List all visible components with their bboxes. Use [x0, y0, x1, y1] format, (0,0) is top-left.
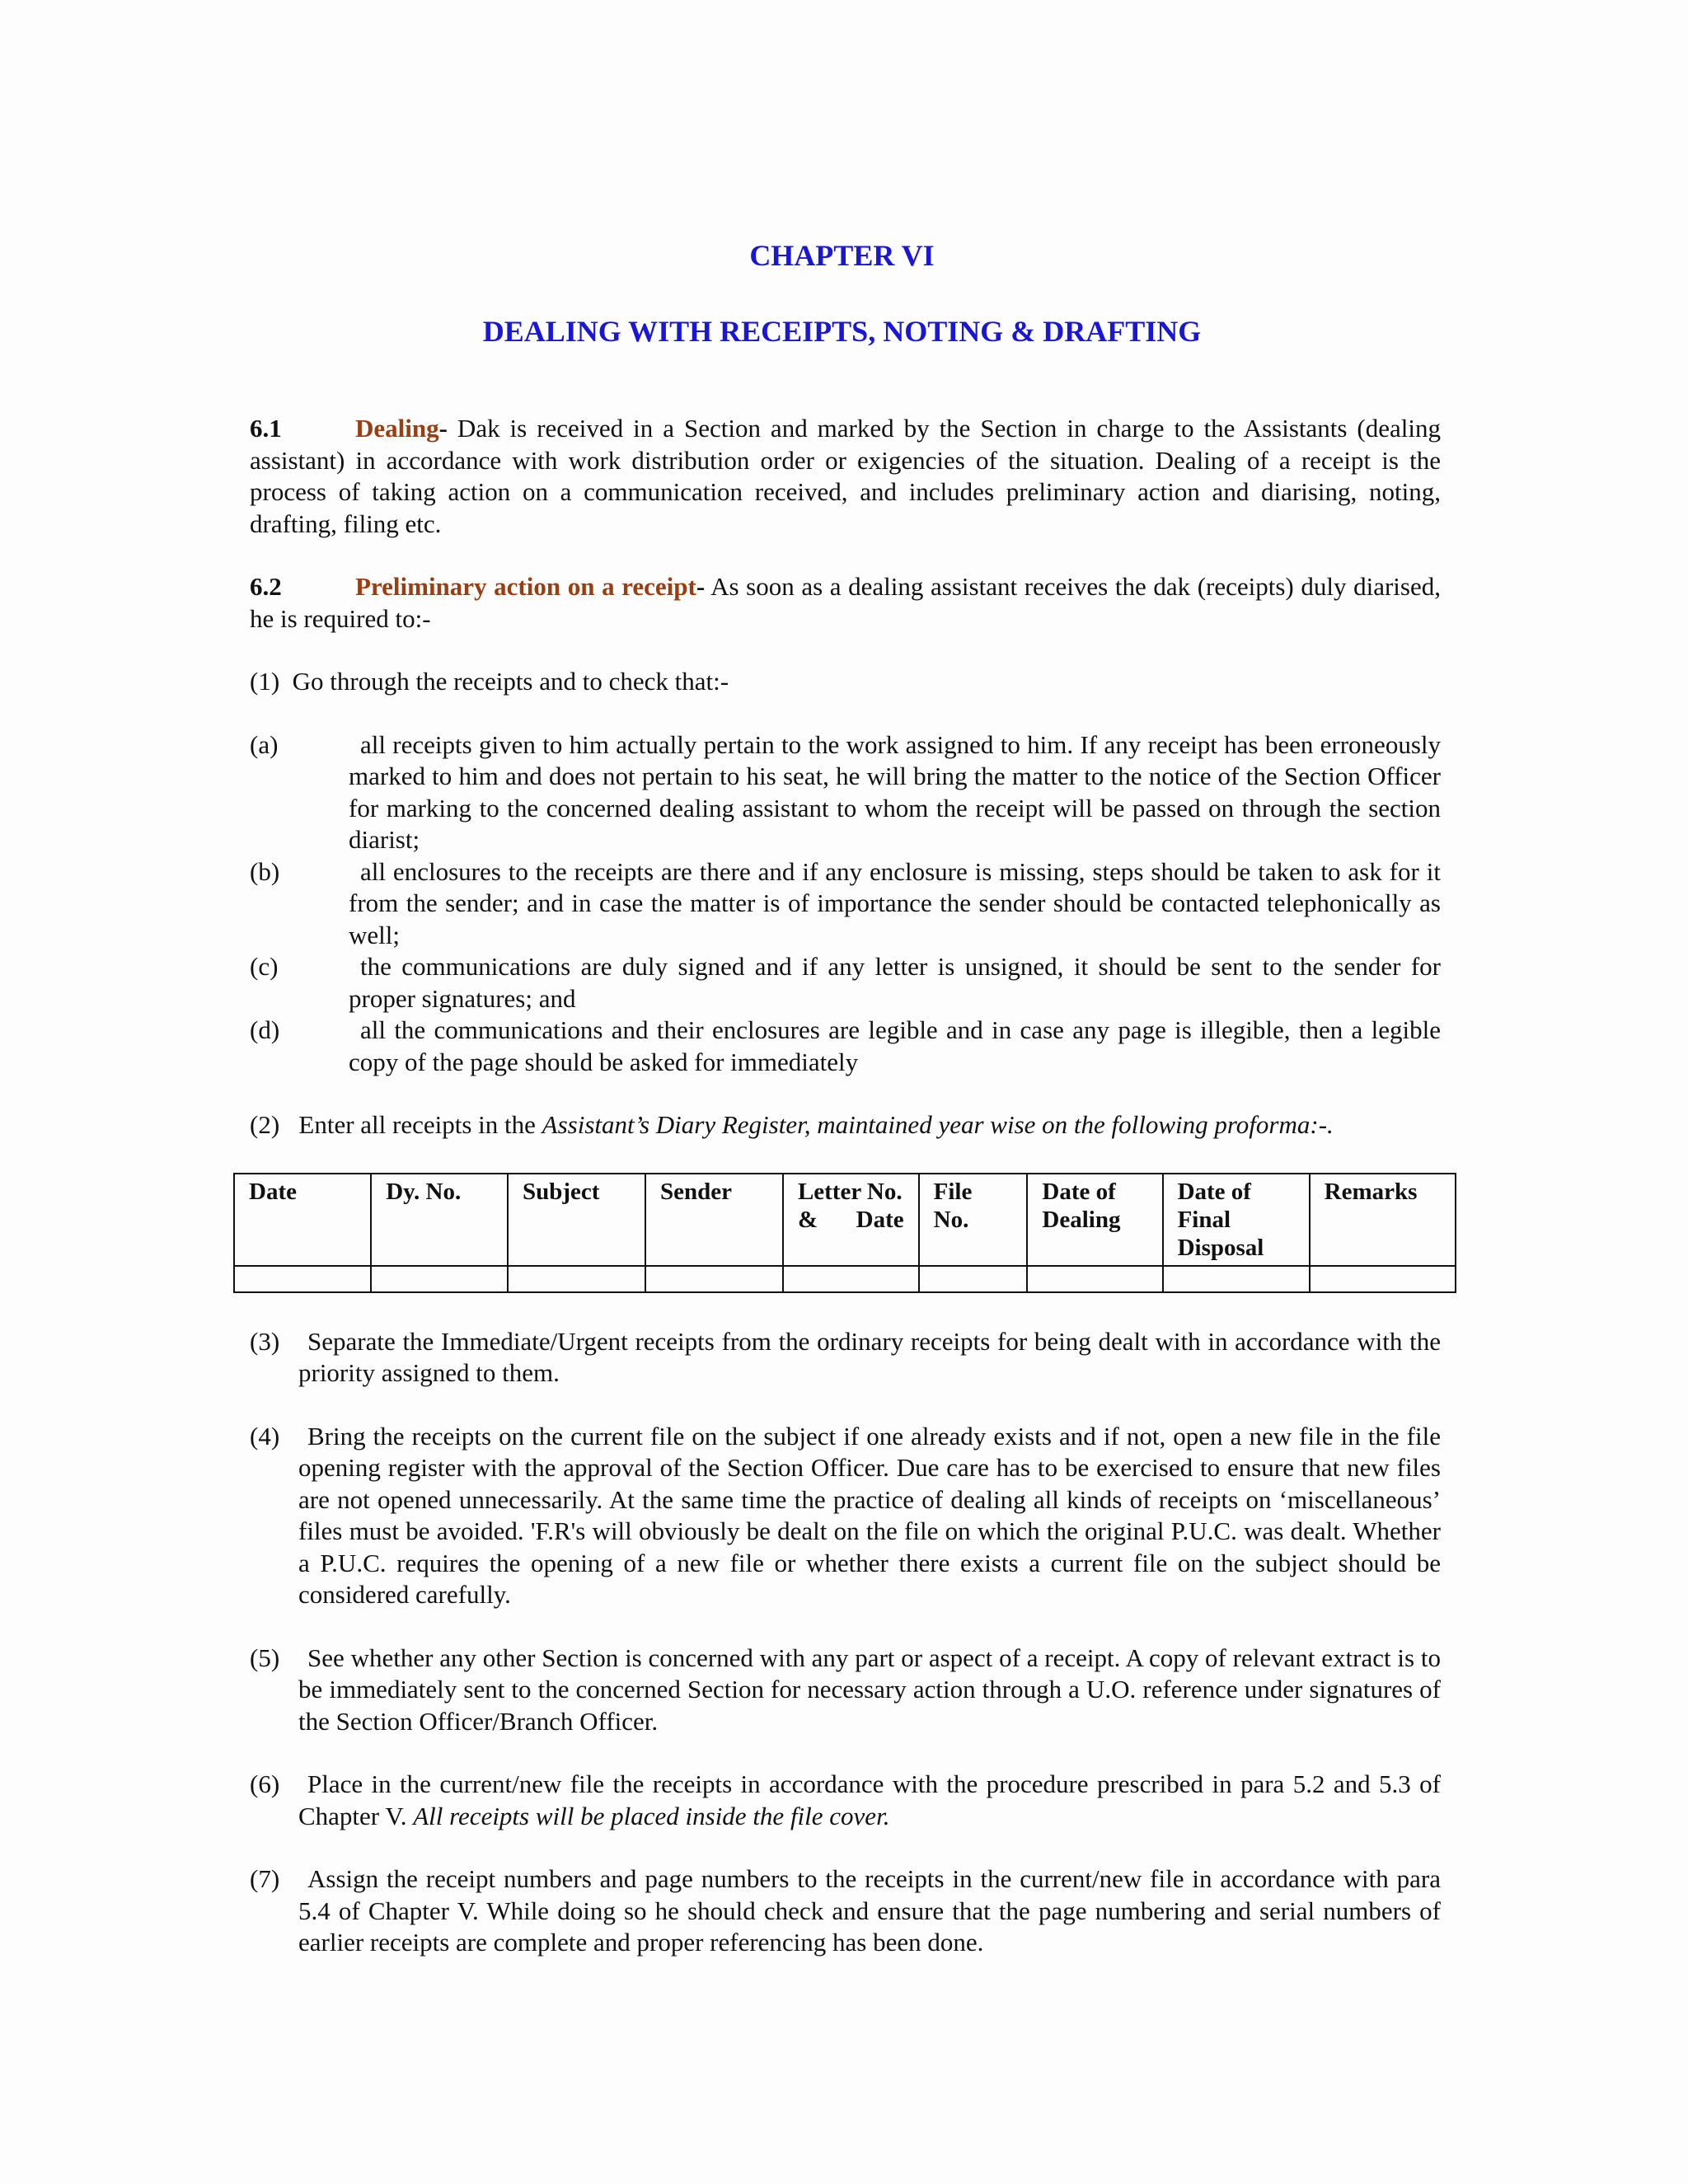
column-header-diary-number: Dy. No.	[371, 1174, 508, 1266]
check-text: the communications are duly signed and if any letter is unsigned, it should be sent to the sender for proper signatures; and	[349, 952, 1441, 1013]
table-cell	[508, 1266, 645, 1292]
table-cell	[234, 1266, 371, 1292]
table-row	[234, 1266, 1456, 1292]
step-7	[250, 1863, 1441, 1959]
check-marker: (c)	[250, 952, 279, 981]
step-italic-text: All receipts will be placed inside the file cover.	[413, 1801, 890, 1830]
step-2	[250, 1109, 1441, 1141]
step-marker: (1)	[250, 667, 280, 696]
table-cell	[1027, 1266, 1162, 1292]
check-item-b	[250, 856, 1441, 952]
paragraph-number: 6.1	[250, 414, 282, 443]
step-6	[250, 1769, 1441, 1832]
table-cell	[645, 1266, 783, 1292]
paragraph-text: As soon as a dealing assistant receives the dak (receipts) duly diarised, he is required to:-	[250, 572, 1441, 633]
step-1	[250, 666, 1441, 698]
step-text: Enter all receipts in the	[298, 1110, 542, 1139]
table-cell	[783, 1266, 919, 1292]
column-header-remarks: Remarks	[1310, 1174, 1456, 1266]
paragraph-heading-dash: -	[696, 572, 706, 601]
column-header-date: Date	[234, 1174, 371, 1266]
check-marker: (b)	[250, 856, 280, 886]
check-item-a	[250, 729, 1441, 856]
step-marker: (3)	[250, 1326, 280, 1356]
paragraph-text: Dak is received in a Section and marked by the Section in charge to the Assistants (dealing assistant) in accordance with work distribution order or exigencies of the situation. Dealing of a receipt is the process of taking action on a communication received, and includes preliminary action and diarising, noting, drafting, filing etc.	[250, 414, 1441, 538]
paragraph-6-2	[250, 571, 1441, 635]
paragraph-heading: Dealing	[355, 414, 439, 443]
chapter-subtitle: DEALING WITH RECEIPTS, NOTING & DRAFTING	[482, 315, 1202, 348]
diary-register-proforma-table	[233, 1173, 1456, 1293]
step-marker: (2)	[250, 1110, 280, 1139]
paragraph-heading: Preliminary action on a receipt	[355, 572, 696, 601]
step-3	[250, 1326, 1441, 1390]
step-text: Separate the Immediate/Urgent receipts from the ordinary receipts for being dealt with in accordance with the priority assigned to them.	[298, 1326, 1441, 1387]
column-header-subject: Subject	[508, 1174, 645, 1266]
table-header-row	[234, 1174, 1456, 1266]
column-header-date-of-final-disposal: Date of Final Disposal	[1163, 1174, 1310, 1266]
document-page	[250, 237, 1441, 1990]
step-marker: (5)	[250, 1643, 280, 1672]
step-marker: (4)	[250, 1421, 280, 1451]
check-item-c	[250, 951, 1441, 1015]
paragraph-number: 6.2	[250, 572, 282, 601]
step-marker: (6)	[250, 1769, 280, 1798]
step-text: Bring the receipts on the current file on the subject if one already exists and if not, open a new file in the file opening register with the approval of the Section Officer. Due care has to be exercised to ensure that new files are not opened unnecessarily. At the same time the practice of dealing all kinds of receipts on ‘miscellaneous’ files must be avoided. 'F.R's will obviously be dealt on the file on which the original P.U.C. was dealt. Whether a P.U.C. requires the opening of a new file or whether there exists a current file on the subject should be considered carefully.	[298, 1421, 1441, 1609]
paragraph-heading-dash: -	[438, 414, 448, 443]
step-text: See whether any other Section is concerned with any part or aspect of a receipt. A copy of relevant extract is to be immediately sent to the concerned Section for necessary action through a U.O. reference under signatures of the Section Officer/Branch Officer.	[298, 1643, 1441, 1736]
column-header-date-of-dealing: Date of Dealing	[1027, 1174, 1162, 1266]
check-marker: (a)	[250, 729, 279, 759]
check-item-d	[250, 1015, 1441, 1078]
table-cell	[1163, 1266, 1310, 1292]
check-text: all enclosures to the receipts are there and if any enclosure is missing, steps should be taken to ask for it from the sender; and in case the matter is of importance the sender should be contacted telephonically as well;	[349, 856, 1441, 949]
step-text: Assign the receipt numbers and page numbers to the receipts in the current/new file in accordance with para 5.4 of Chapter V. While doing so he should check and ensure that the page numbering and serial numbers of earlier receipts are complete and proper referencing has been done.	[298, 1864, 1441, 1957]
column-header-file-number: File No.	[919, 1174, 1028, 1266]
step-text: Go through the receipts and to check that:-	[292, 667, 729, 696]
check-text: all the communications and their enclosures are legible and in case any page is illegible, then a legible copy of the page should be asked for immediately	[349, 1015, 1441, 1076]
chapter-title: CHAPTER VI	[749, 239, 935, 272]
table-cell	[919, 1266, 1028, 1292]
check-text: all receipts given to him actually pertain to the work assigned to him. If any receipt has been erroneously marked to him and does not pertain to his seat, he will bring the matter to the notice of the Section Officer for marking to the concerned dealing assistant to whom the receipt will be passed on through the section diarist;	[349, 729, 1441, 854]
paragraph-6-1	[250, 413, 1441, 540]
step-5	[250, 1643, 1441, 1738]
check-marker: (d)	[250, 1015, 280, 1044]
step-marker: (7)	[250, 1864, 280, 1893]
check-list	[250, 729, 1441, 1079]
step-text: Place in the current/new file the receipts in accordance with the procedure prescribed in para 5.2 and 5.3 of Chapter V.	[298, 1769, 1441, 1830]
table-cell	[371, 1266, 508, 1292]
step-4	[250, 1421, 1441, 1611]
column-header-letter-number-date: Letter No. & Date	[783, 1174, 919, 1266]
column-header-sender: Sender	[645, 1174, 783, 1266]
table-cell	[1310, 1266, 1456, 1292]
step-italic-text: Assistant’s Diary Register, maintained year wise on the following proforma:-.	[542, 1110, 1334, 1139]
